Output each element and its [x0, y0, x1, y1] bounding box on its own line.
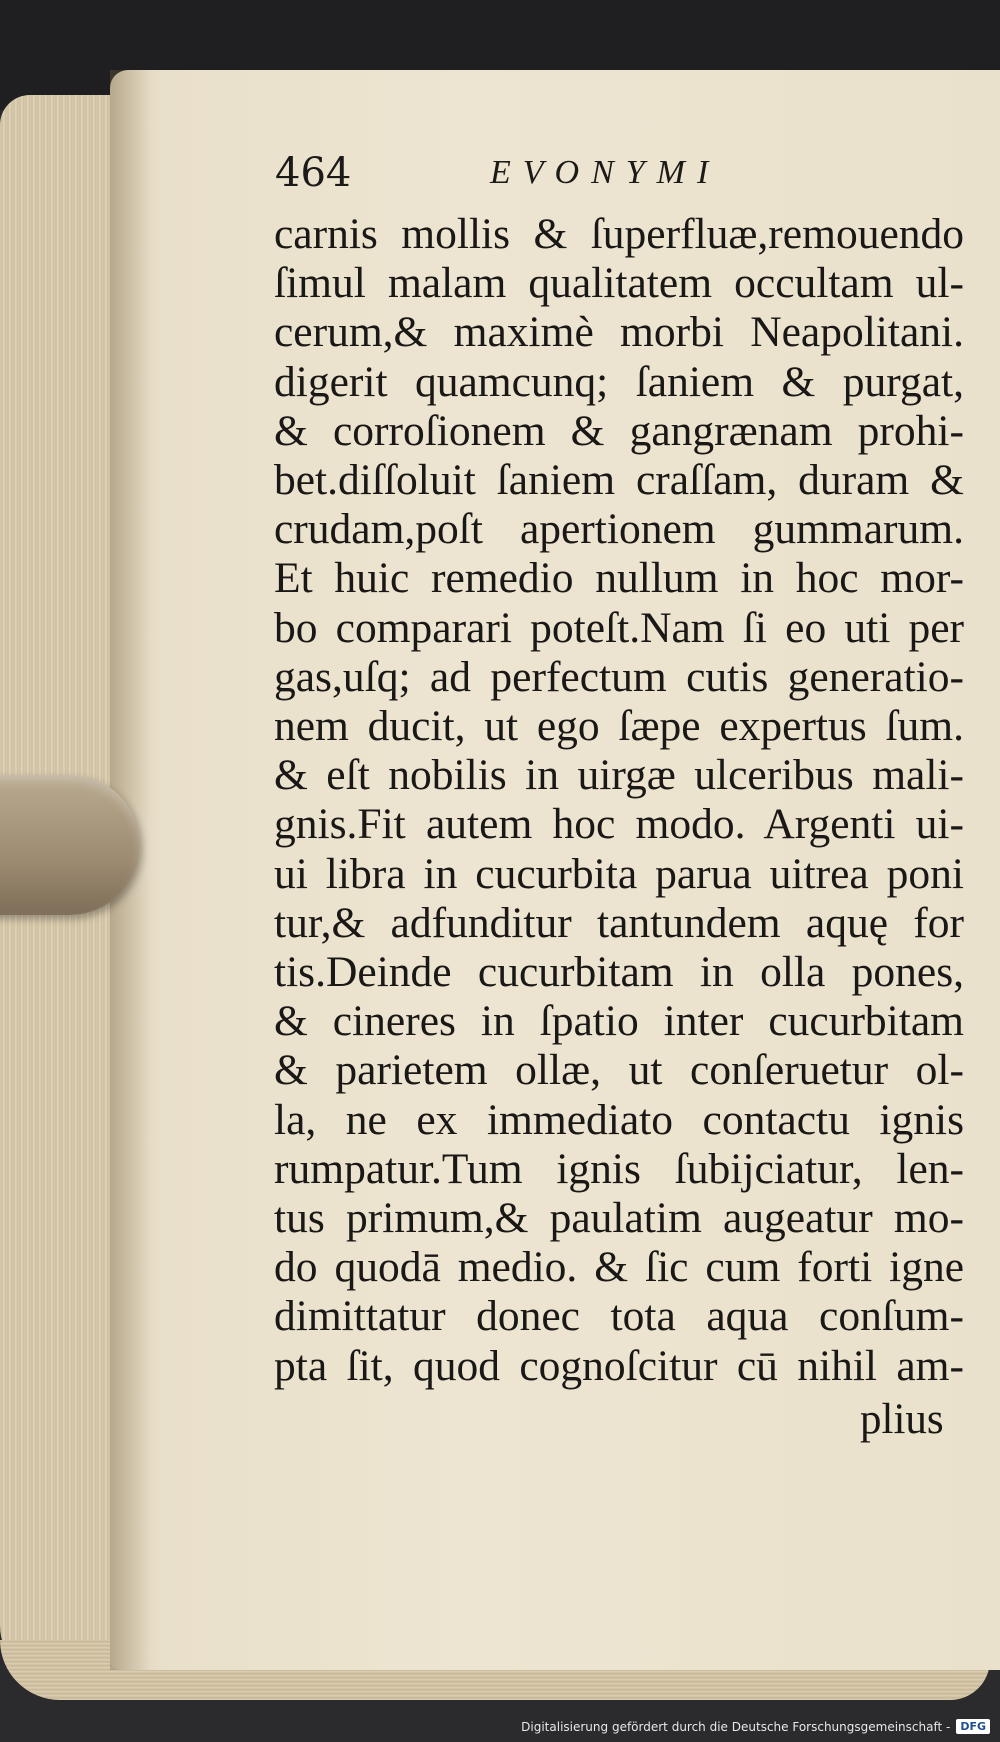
text-line: la, ne ex immediato contactu ignis [274, 1095, 964, 1144]
text-line: & parietem ollæ, ut conſeruetur ol- [274, 1046, 964, 1095]
text-line: ſimul malam qualitatem occultam ul- [274, 259, 964, 308]
digitization-credit [521, 1719, 990, 1734]
text-line: tur,& adfunditur tantundem aquę for [274, 898, 964, 947]
text-line: ui libra in cucurbita parua uitrea poni [274, 849, 964, 898]
page-header [275, 150, 835, 210]
text-line: bet.diſſoluit ſaniem craſſam, duram & [274, 456, 964, 505]
text-line: & corroſionem & gangrænam prohi- [274, 406, 964, 455]
text-line: & eſt nobilis in uirgæ ulceribus mali- [274, 751, 964, 800]
page-number: 464 [275, 150, 352, 196]
text-line: cerum,& maximè morbi Neapolitani. [274, 308, 964, 357]
text-line: do quodā medio. & ſic cum forti igne [274, 1243, 964, 1292]
text-line: tus primum,& paulatim augeatur mo- [274, 1194, 964, 1243]
text-line: dimittatur donec tota aqua conſum- [274, 1292, 964, 1341]
text-line: gas,uſq; ad perfectum cutis generatio- [274, 652, 964, 701]
text-line: crudam,poſt apertionem gummarum. [274, 505, 964, 554]
text-line: digerit quamcunq; ſaniem & purgat, [274, 357, 964, 406]
dfg-logo-icon: DFG [956, 1719, 990, 1734]
text-line: rumpatur.Tum ignis ſubijciatur, len- [274, 1144, 964, 1193]
text-line: pta ſit, quod cognoſcitur cū nihil am- [274, 1341, 964, 1390]
text-line: Et huic remedio nullum in hoc mor- [274, 554, 964, 603]
running-head: EVONYMI [490, 154, 721, 191]
catchword: plius [860, 1396, 944, 1443]
page-clip [0, 775, 140, 915]
credit-text: Digitalisierung gefördert durch die Deutsche Forschungsgemeinschaft - [521, 1719, 951, 1734]
text-line: bo comparari poteſt.Nam ſi eo uti per [274, 603, 964, 652]
text-line: gnis.Fit autem hoc modo. Argenti ui- [274, 800, 964, 849]
text-line: nem ducit, ut ego ſæpe expertus ſum. [274, 702, 964, 751]
text-line: carnis mollis & ſuperfluæ,remouendo [274, 210, 964, 258]
body-text [274, 210, 974, 1391]
text-line: tis.Deinde cucurbitam in olla pones, [274, 948, 964, 997]
text-line: & cineres in ſpatio inter cucurbitam [274, 997, 964, 1046]
